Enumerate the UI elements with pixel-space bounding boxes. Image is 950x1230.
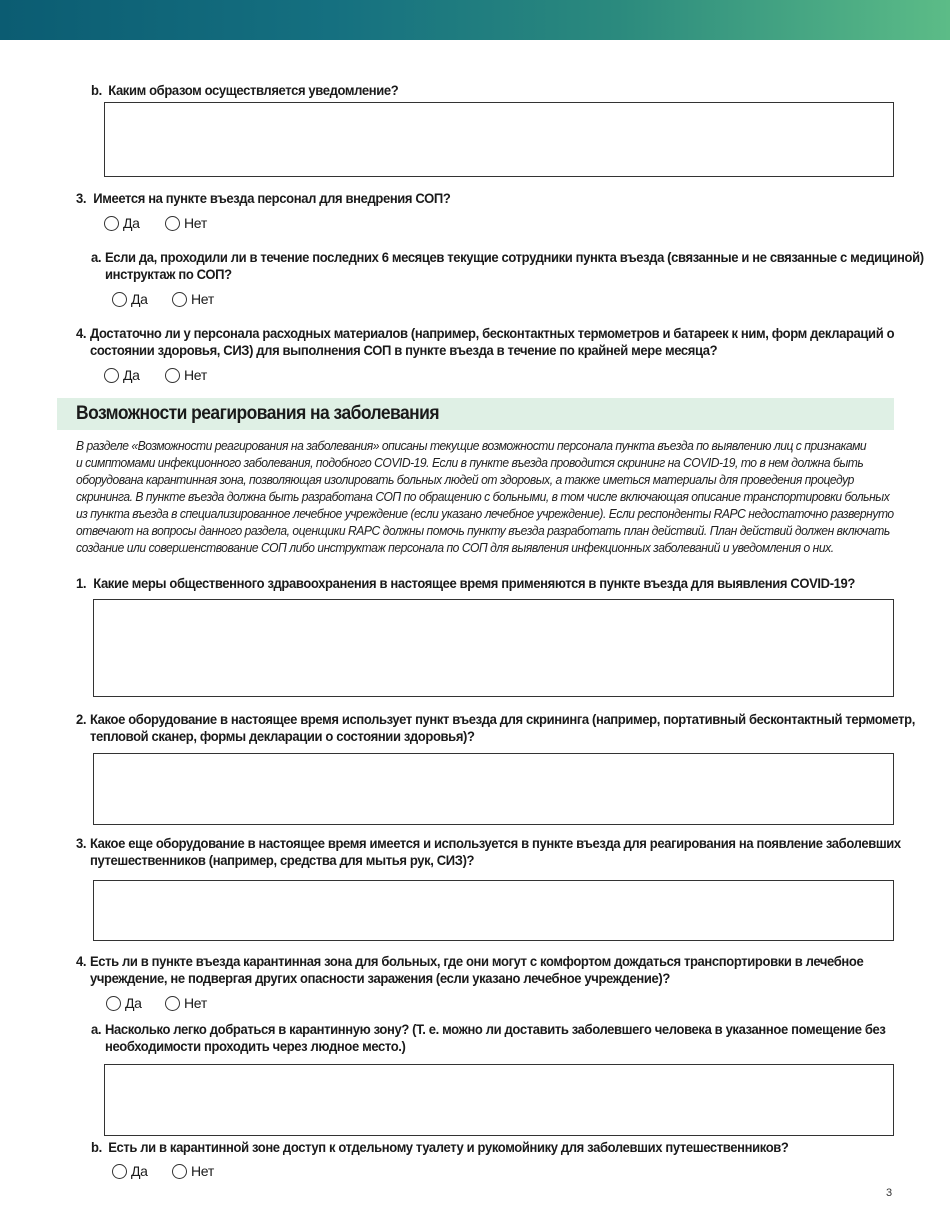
question-text: Имеется на пункте въезда персонал для внедрения СОП? — [93, 190, 451, 206]
question-4-supplies — [76, 325, 894, 359]
radio-circle-icon — [104, 368, 119, 383]
answer-box-notification[interactable] — [104, 102, 894, 177]
question-text-line2: состоянии здоровья, СИЗ) для выполнения СОП в пункте въезда в течение по крайней мере месяца? — [89, 342, 718, 358]
radio-yes-q3a[interactable] — [112, 290, 148, 308]
question-text-line2: необходимости проходить через людное место.) — [104, 1038, 406, 1054]
intro-line: из пункта въезда в специализированное лечебное учреждение (если указано лечебное учреждение). Если респонденты RAPC недостаточно развернуто — [76, 506, 894, 521]
question-label: b. — [91, 82, 102, 98]
question-text-line1: Какое оборудование в настоящее время использует пункт въезда для скрининга (например, портативный бесконтактный термометр, — [89, 711, 915, 727]
question-text: Каким образом осуществляется уведомление? — [108, 82, 399, 98]
section-question-4 — [76, 953, 863, 987]
question-text-line1: Есть ли в пункте въезда карантинная зона для больных, где они могут с комфортом дождаться транспортировки в лечебное — [89, 953, 864, 969]
radio-label: Нет — [191, 291, 214, 307]
radio-label: Да — [131, 291, 148, 307]
question-3a-training — [91, 249, 924, 283]
question-number: 4. — [76, 953, 87, 969]
question-text-line2: учреждение, не подвергая других опасности заражения (если указано лечебное учреждение)? — [89, 970, 670, 986]
radio-label: Нет — [184, 367, 207, 383]
question-number: 1. — [76, 575, 87, 591]
radio-circle-icon — [112, 1164, 127, 1179]
radio-circle-icon — [112, 292, 127, 307]
question-b-notification — [91, 82, 398, 99]
radio-yes-s-q4b[interactable] — [112, 1162, 148, 1180]
answer-box-screening-equipment[interactable] — [93, 753, 894, 825]
intro-line: скрининга. В пункте въезда должна быть разработана СОП по обращению с больными, в том числе включающая описание транспортировки больных — [76, 489, 890, 504]
radio-circle-icon — [165, 216, 180, 231]
radio-no-q4[interactable] — [165, 366, 207, 384]
radio-no-q3a[interactable] — [172, 290, 214, 308]
section-question-2 — [76, 711, 915, 745]
page-number: 3 — [886, 1187, 893, 1199]
radio-label: Нет — [184, 215, 207, 231]
radio-yes-q3[interactable] — [104, 214, 140, 232]
radio-yes-s-q4[interactable] — [106, 994, 142, 1012]
radio-no-s-q4[interactable] — [165, 994, 207, 1012]
radio-label: Да — [131, 1163, 148, 1179]
intro-line: В разделе «Возможности реагирования на заболевания» описаны текущие возможности персонала пункта въезда по выявлению лиц с признаками — [76, 438, 867, 453]
question-label: b. — [91, 1139, 102, 1155]
intro-line: оборудована карантинная зона, позволяющая изолировать больных людей от здоровых, а также иметься материалы для проведения процедур — [76, 472, 854, 487]
radio-label: Нет — [184, 995, 207, 1011]
question-label: a. — [91, 249, 102, 265]
question-number: 3. — [76, 190, 87, 206]
section-question-1 — [76, 575, 855, 592]
question-text-line1: Насколько легко добраться в карантинную зону? (Т. е. можно ли доставить заболевшего человека в указанное помещение без — [104, 1021, 886, 1037]
radio-no-q3[interactable] — [165, 214, 207, 232]
radio-circle-icon — [165, 996, 180, 1011]
radio-circle-icon — [104, 216, 119, 231]
radio-label: Да — [123, 367, 140, 383]
section-question-4a — [91, 1021, 885, 1055]
answer-box-quarantine-access[interactable] — [104, 1064, 894, 1136]
answer-box-other-equipment[interactable] — [93, 880, 894, 941]
question-text-line1: Какое еще оборудование в настоящее время имеется и используется в пункте въезда для реагирования на появление заболевших — [89, 835, 901, 851]
radio-no-s-q4b[interactable] — [172, 1162, 214, 1180]
section-intro — [76, 437, 894, 556]
question-text-line1: Если да, проходили ли в течение последних 6 месяцев текущие сотрудники пункта въезда (связанные и не связанные с медициной) — [104, 249, 924, 265]
question-3-staff — [76, 190, 450, 207]
radio-circle-icon — [106, 996, 121, 1011]
radio-circle-icon — [165, 368, 180, 383]
radio-label: Нет — [191, 1163, 214, 1179]
radio-label: Да — [123, 215, 140, 231]
radio-circle-icon — [172, 1164, 187, 1179]
radio-circle-icon — [172, 292, 187, 307]
radio-yes-q4[interactable] — [104, 366, 140, 384]
question-text: Есть ли в карантинной зоне доступ к отдельному туалету и рукомойнику для заболевших путешественников? — [108, 1139, 789, 1155]
question-number: 3. — [76, 835, 87, 851]
question-number: 2. — [76, 711, 87, 727]
section-question-4b — [91, 1139, 789, 1156]
intro-line: и симптомами инфекционного заболевания, подобного COVID-19. Если в пункте въезда проводится скрининг на COVID-19, то в нем должна быть — [76, 455, 864, 470]
question-label: a. — [91, 1021, 102, 1037]
question-number: 4. — [76, 325, 87, 341]
question-text-line2: тепловой сканер, формы декларации о состоянии здоровья)? — [89, 728, 475, 744]
radio-label: Да — [125, 995, 142, 1011]
header-bar — [0, 0, 950, 40]
question-text-line2: инструктаж по СОП? — [104, 266, 232, 282]
intro-line: создание или совершенствование СОП либо инструктаж персонала по СОП для выявления инфекционных заболеваний и уведомления о них. — [76, 540, 834, 555]
intro-line: отвечают на вопросы данного раздела, оценщики RAPC должны помочь пункту въезда разработать план действий. План действий должен включать — [76, 523, 890, 538]
question-text-line2: путешественников (например, средства для мытья рук, СИЗ)? — [89, 852, 475, 868]
question-text-line1: Достаточно ли у персонала расходных материалов (например, бесконтактных термометров и батареек к ним, форм деклараций о — [89, 325, 895, 341]
section-question-3 — [76, 835, 901, 869]
answer-box-public-health-measures[interactable] — [93, 599, 894, 697]
section-title: Возможности реагирования на заболевания — [76, 403, 440, 424]
question-text: Какие меры общественного здравоохранения в настоящее время применяются в пункте въезда для выявления COVID-19? — [93, 575, 855, 591]
